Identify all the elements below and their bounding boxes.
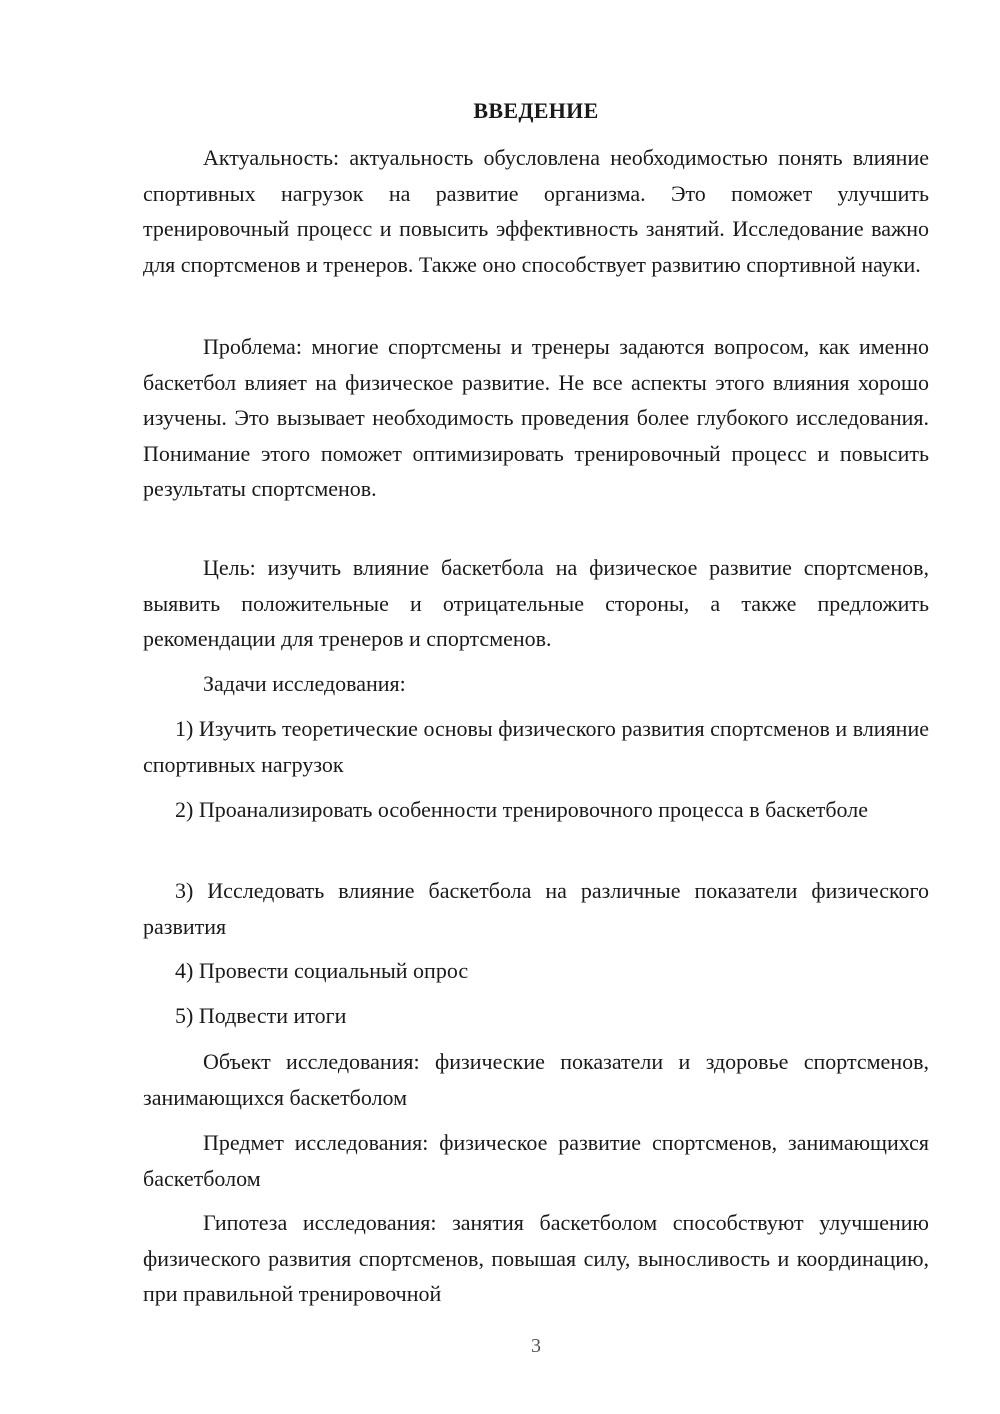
task-item-4: 4) Провести социальный опрос <box>175 958 469 983</box>
task-item-5: 5) Подвести итоги <box>175 1003 347 1028</box>
document-page <box>143 0 929 1414</box>
page-number: 3 <box>531 1335 541 1357</box>
task-item-1: 1) Изучить теоретические основы физического развития спортсменов и влияние спортивных нагрузок <box>143 716 929 777</box>
task-item-3: 3) Исследовать влияние баскетбола на различные показатели физического развития <box>143 878 929 939</box>
problem-paragraph: Проблема: многие спортсмены и тренеры задаются вопросом, как именно баскетбол влияет на физическое развитие. Не все аспекты этого влияния хорошо изучены. Это вызывает необходимость проведения более глубокого исследования. Понимание этого поможет оптимизировать тренировочный процесс и повысить результаты спортсменов. <box>143 334 929 501</box>
task-item-2: 2) Проанализировать особенности тренировочного процесса в баскетболе <box>175 797 868 822</box>
object-paragraph: Объект исследования: физические показатели и здоровье спортсменов, занимающихся баскетболом <box>143 1049 929 1110</box>
relevance-paragraph: Актуальность: актуальность обусловлена необходимостью понять влияние спортивных нагрузок на развитие организма. Это поможет улучшить тренировочный процесс и повысить эффективность занятий. Исследование важно для спортсменов и тренеров. Также оно способствует развитию спортивной науки. <box>143 145 929 277</box>
section-title: ВВЕДЕНИЕ <box>473 98 599 123</box>
subject-paragraph: Предмет исследования: физическое развитие спортсменов, занимающихся баскетболом <box>143 1130 929 1191</box>
goal-paragraph: Цель: изучить влияние баскетбола на физическое развитие спортсменов, выявить положительные и отрицательные стороны, а также предложить рекомендации для тренеров и спортсменов. <box>143 555 929 651</box>
tasks-heading: Задачи исследования: <box>203 671 406 696</box>
hypothesis-paragraph: Гипотеза исследования: занятия баскетболом способствуют улучшению физического развития спортсменов, повышая силу, выносливость и координацию, при правильной тренировочной <box>143 1210 929 1306</box>
